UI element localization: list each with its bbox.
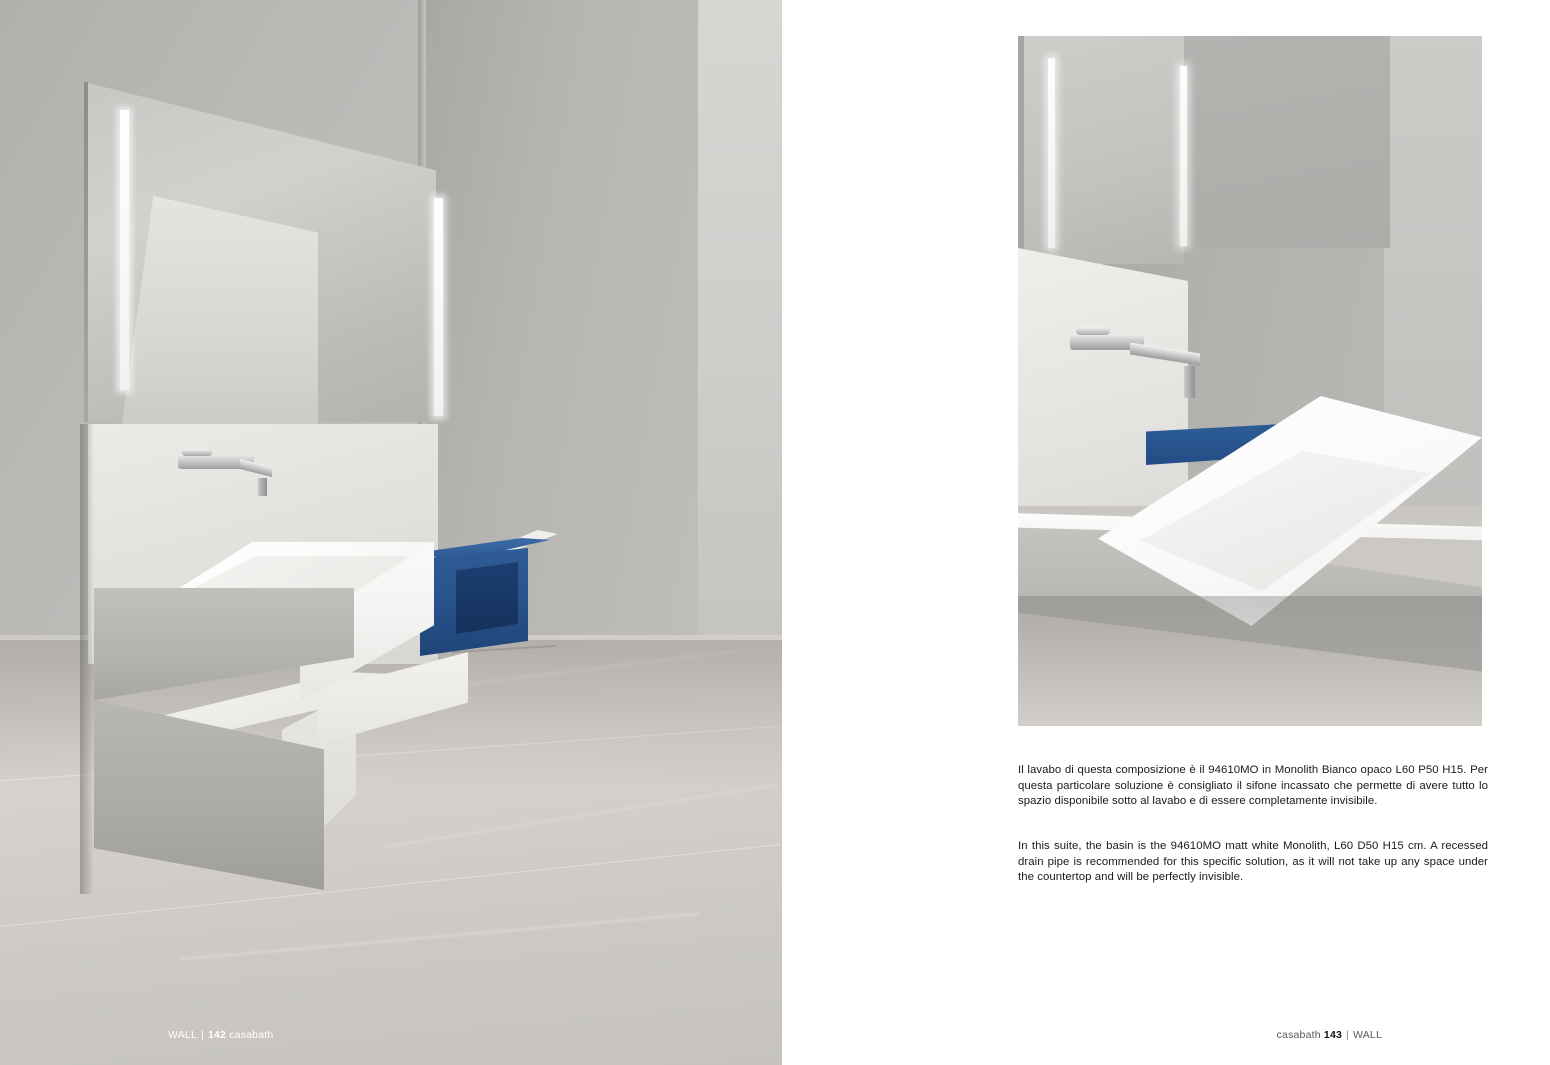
background-room xyxy=(698,0,782,640)
folio-brand: casabath xyxy=(1276,1029,1321,1041)
faucet-lever-icon xyxy=(1076,327,1110,335)
folio-collection: WALL xyxy=(1352,1029,1382,1041)
mirror-led-strip xyxy=(434,198,443,416)
floor-shadow xyxy=(1018,596,1482,726)
folio-separator: | xyxy=(201,1029,204,1041)
mirror-led-strip xyxy=(1048,58,1055,248)
mirror-led-strip xyxy=(1180,66,1187,246)
folio-page-number: 143 xyxy=(1323,1029,1343,1041)
faucet-tip-icon xyxy=(258,478,267,496)
right-page xyxy=(782,0,1550,1065)
folio-collection: WALL xyxy=(168,1029,198,1041)
right-page-photo xyxy=(1018,36,1482,726)
folio-right xyxy=(1277,1029,1382,1041)
furniture-shadow xyxy=(80,424,94,894)
folio-separator: | xyxy=(1346,1029,1349,1041)
caption-italian: Il lavabo di questa composizione è il 94610MO in Monolith Bianco opaco L60 P50 H15. Per questa particolare soluzione è consigliato il sifone incassato che permette di avere tutto lo spazio disponibile sotto al lavabo e di essere completamente invisibile. xyxy=(1018,764,1488,808)
folio-brand: casabath xyxy=(229,1029,274,1041)
blue-module-opening xyxy=(456,562,518,634)
faucet-lever-icon xyxy=(182,449,212,456)
caption-english: In this suite, the basin is the 94610MO matt white Monolith, L60 D50 H15 cm. A recessed drain pipe is recommended for this specific solution, as it will not take up any space under the countertop and will be perfectly invisible. xyxy=(1018,840,1488,884)
mirror-reflection xyxy=(1184,36,1390,248)
faucet-tip-icon xyxy=(1184,366,1195,398)
folio-left xyxy=(168,1029,273,1041)
mirror-edge xyxy=(84,82,88,422)
mirror-led-strip xyxy=(120,110,129,390)
mirror-reflection xyxy=(122,196,318,424)
folio-page-number: 142 xyxy=(207,1029,227,1041)
